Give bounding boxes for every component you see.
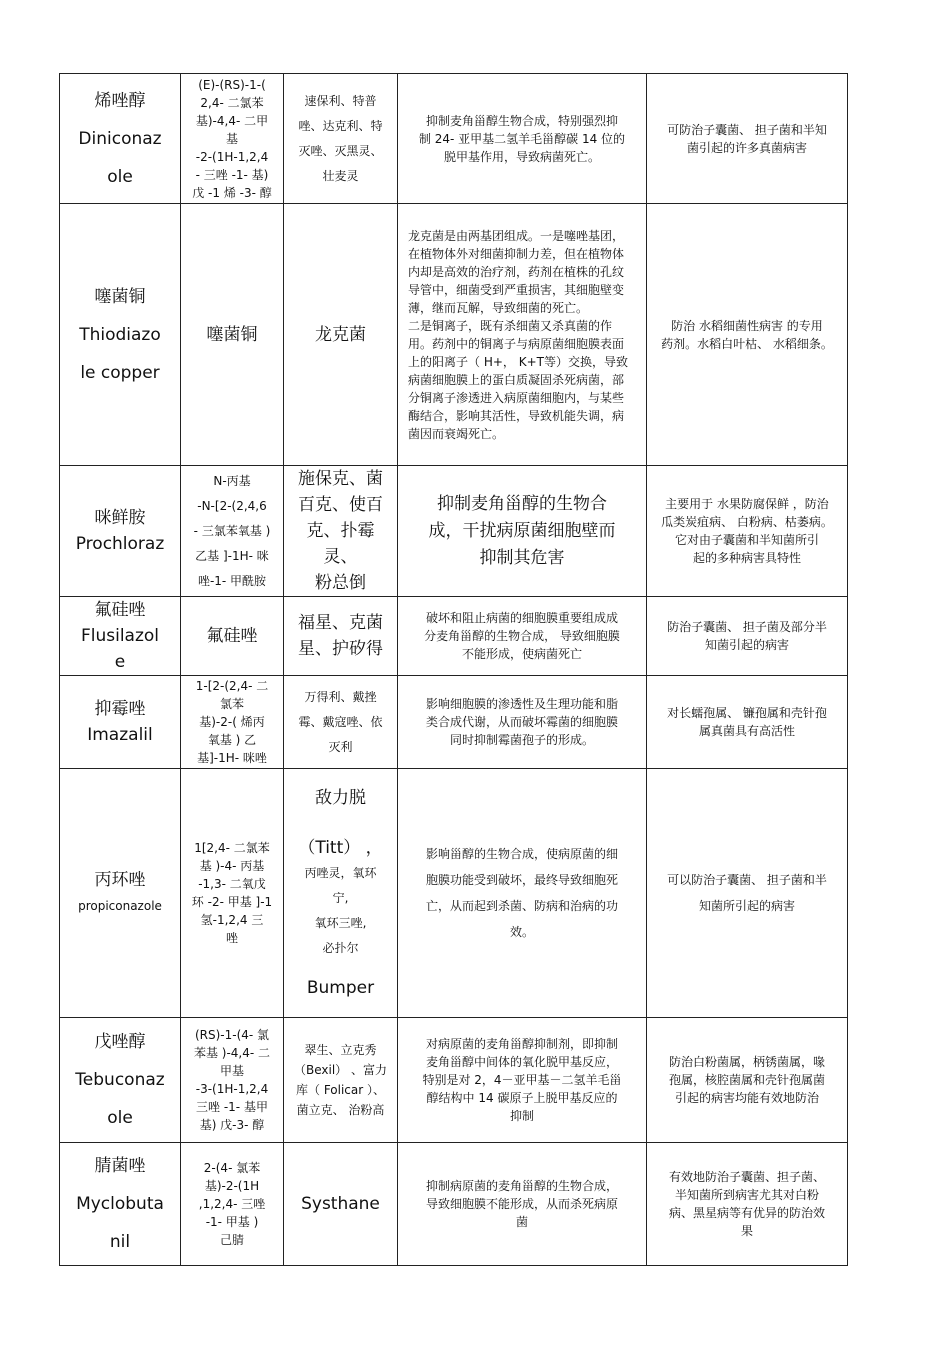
name-en: Diniconaz ole	[78, 128, 162, 187]
use-cell: 可防治子囊菌、 担子菌和半知 菌引起的许多真菌病害	[647, 74, 848, 204]
trade-name-cell	[284, 769, 398, 1018]
mechanism-cell: 抑制麦角甾醇生物合成，特别强烈抑 制 24- 亚甲基二氢羊毛甾醇碳 14 位的 脱甲基作用，导致病菌死亡。	[398, 74, 647, 204]
table-row	[60, 676, 848, 769]
trade-name-cell: 龙克菌	[284, 204, 398, 466]
name-cell	[60, 597, 181, 676]
name-cn: 戊唑醇	[94, 1032, 146, 1052]
use-cell: 有效地防治子囊菌、担子菌、 半知菌所到病害尤其对白粉 病、黑星病等有优异的防治效 果	[647, 1143, 848, 1266]
use-cell: 可以防治子囊菌、 担子菌和半 知菌所引起的病害	[647, 769, 848, 1018]
name-cell	[60, 676, 181, 769]
use-cell: 对长蠕孢属、 镰孢属和壳针孢 属真菌具有高活性	[647, 676, 848, 769]
trade-name-code: （Titt） ，	[298, 838, 383, 858]
use-cell: 防治白粉菌属，柄锈菌属，喙 孢属，核腔菌属和壳针孢属菌 引起的病害均能有效地防治	[647, 1018, 848, 1143]
mechanism-cell: 破坏和阻止病菌的细胞膜重要组成成 分麦角甾醇的生物合成， 导致细胞膜 不能形成，使病菌死亡	[398, 597, 647, 676]
trade-name-primary: 敌力脱	[315, 788, 366, 808]
chemical-name-cell: 噻菌铜	[181, 204, 284, 466]
chemical-name-cell: 2-(4- 氯苯 基)-2-(1H ,1,2,4- 三唑 -1- 甲基 ) 己腈	[181, 1143, 284, 1266]
use-cell: 主要用于 水果防腐保鲜 ，防治 瓜类炭疽病、 白粉病、枯萎病。 它对由子囊菌和半知菌所引 起的多种病害具特性	[647, 466, 848, 597]
fungicide-table	[59, 73, 848, 1266]
name-en: Thiodiazo le copper	[79, 324, 161, 383]
mechanism-cell: 龙克菌是由两基团组成。一是噻唑基团，在植物体外对细菌抑制力差，但在植物体内却是高效的治疗剂，药剂在植株的孔纹导管中，细菌受到严重损害，其细胞壁变薄，继而瓦解，导致细菌的死亡。 二是铜离子，既有杀细菌又杀真菌的作用。药剂中的铜离子与病原菌细胞膜表面上的阳离子（ H+， K+T等）交换，导致病菌细胞膜上的蛋白质凝固杀死病菌，部分铜离子渗透进入病原菌细胞内，与某些酶结合，影响其活性，导致机能失调，病菌因而衰竭死亡。	[398, 204, 647, 466]
mechanism-cell: 影响甾醇的生物合成，使病原菌的细 胞膜功能受到破坏，最终导致细胞死 亡，从而起到杀菌、防病和治病的功 效。	[398, 769, 647, 1018]
trade-name-aliases: 丙唑灵，氧环 宁, 氧环三唑, 必扑尔	[304, 866, 377, 955]
table-row	[60, 204, 848, 466]
table-row	[60, 769, 848, 1018]
trade-name-cell: 翠生、立克秀 （Bexil） 、富力 库（ Folicar ）、 菌立克、 治粉高	[284, 1018, 398, 1143]
chemical-name-cell: (E)-(RS)-1-( 2,4- 二氯苯 基)-4,4- 二甲 基 -2-(1H-1,2,4 - 三唑 -1- 基) 戊 -1 烯 -3- 醇	[181, 74, 284, 204]
name-cn: 丙环唑	[94, 870, 146, 890]
name-cell	[60, 1018, 181, 1143]
mechanism-cell: 抑制麦角甾醇的生物合 成，干扰病原菌细胞壁而 抑制其危害	[398, 466, 647, 597]
name-cn: 氟硅唑	[94, 600, 146, 620]
name-en: Imazalil	[87, 725, 153, 745]
name-cn: 烯唑醇	[94, 90, 146, 111]
chemical-name-cell: 1-[2-(2,4- 二 氯苯 基)-2-( 烯丙 氧基 ) 乙 基]-1H- 咪唑	[181, 676, 284, 769]
chemical-name-cell: 1[2,4- 二氯苯 基 )-4- 丙基 -1,3- 二氧戊 环 -2- 甲基 ]-1 氢-1,2,4 三 唑	[181, 769, 284, 1018]
name-cn: 咪鲜胺	[94, 508, 146, 528]
name-cn: 抑霉唑	[94, 699, 146, 719]
name-en: propiconazole	[78, 899, 162, 913]
chemical-name-cell: 氟硅唑	[181, 597, 284, 676]
trade-name-cell: 万得利、戴挫 霉、戴寇唑、依 灭利	[284, 676, 398, 769]
name-cell	[60, 204, 181, 466]
name-en: Prochloraz	[75, 534, 165, 554]
trade-name-en: Bumper	[306, 978, 375, 998]
name-cell	[60, 769, 181, 1018]
table-row	[60, 74, 848, 204]
chemical-name-cell: (RS)-1-(4- 氯 苯基 )-4,4- 二 甲基 -3-(1H-1,2,4 三唑 -1- 基甲 基) 戊-3- 醇	[181, 1018, 284, 1143]
mechanism-cell: 对病原菌的麦角甾醇抑制剂，即抑制 麦角甾醇中间体的氧化脱甲基反应， 特别是对 2，4－亚甲基－二氢羊毛甾 醇结构中 14 碳原子上脱甲基反应的 抑制	[398, 1018, 647, 1143]
table-row	[60, 1143, 848, 1266]
name-cell	[60, 1143, 181, 1266]
name-en: Myclobuta nil	[76, 1194, 164, 1252]
table-row	[60, 1018, 848, 1143]
chemical-name-cell: N-丙基 -N-[2-(2,4,6 - 三氯苯氧基 ) 乙基 ]-1H- 咪 唑-1- 甲酰胺	[181, 466, 284, 597]
trade-name-cell: 福星、克菌 星、护矽得	[284, 597, 398, 676]
use-cell: 防治子囊菌、 担子菌及部分半 知菌引起的病害	[647, 597, 848, 676]
table-row	[60, 597, 848, 676]
name-en: Flusilazol e	[80, 626, 160, 672]
name-cell	[60, 466, 181, 597]
use-cell: 防治 水稻细菌性病害 的专用 药剂。水稻白叶枯、 水稻细条。	[647, 204, 848, 466]
name-cn: 噻菌铜	[94, 286, 146, 307]
mechanism-cell: 影响细胞膜的渗透性及生理功能和脂 类合成代谢，从而破坏霉菌的细胞膜 同时抑制霉菌孢子的形成。	[398, 676, 647, 769]
name-en: Tebuconaz ole	[75, 1070, 165, 1128]
trade-name-cell: 速保利、特普 唑、达克利、特 灭唑、灭黑灵、 壮麦灵	[284, 74, 398, 204]
trade-name-cell: Systhane	[284, 1143, 398, 1266]
trade-name-cell: 施保克、菌 百克、使百 克、扑霉灵、 粉总倒	[284, 466, 398, 597]
name-cn: 腈菌唑	[94, 1156, 146, 1176]
mechanism-cell: 抑制病原菌的麦角甾醇的生物合成， 导致细胞膜不能形成，从而杀死病原 菌	[398, 1143, 647, 1266]
name-cell	[60, 74, 181, 204]
table-row	[60, 466, 848, 597]
